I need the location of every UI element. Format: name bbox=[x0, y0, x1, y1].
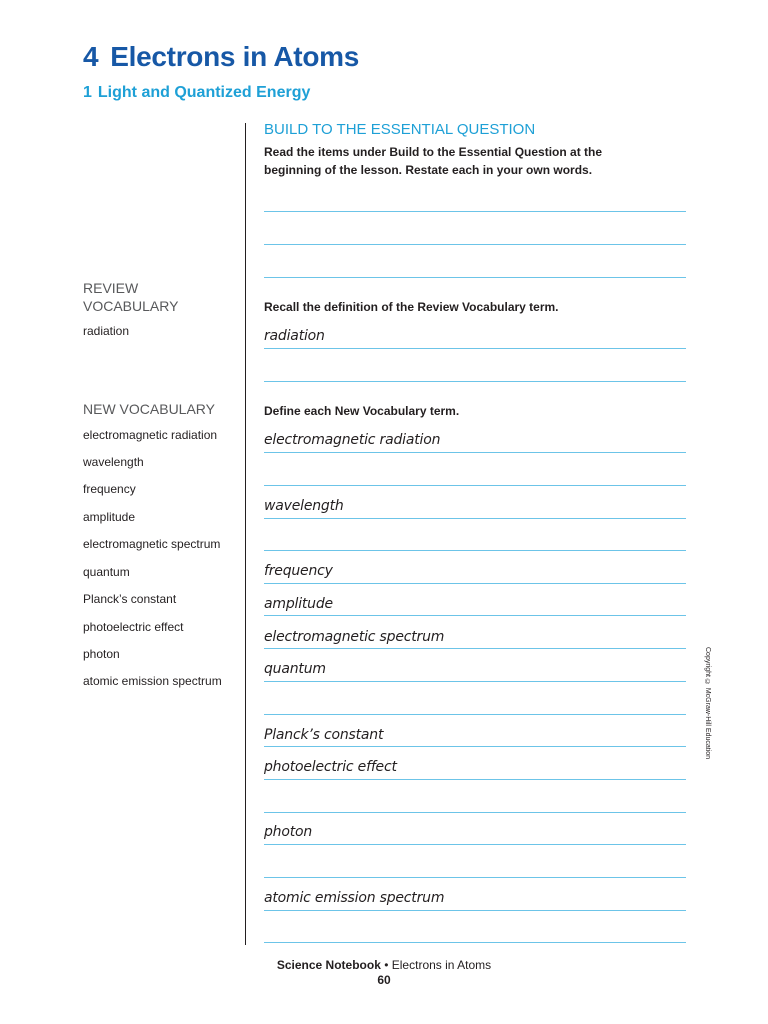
writing-line[interactable] bbox=[264, 615, 686, 616]
writing-line[interactable] bbox=[264, 844, 686, 845]
writing-line[interactable] bbox=[264, 244, 686, 245]
handwritten-answer: photoelectric effect bbox=[264, 759, 397, 775]
writing-line[interactable] bbox=[264, 648, 686, 649]
new-term: frequency bbox=[83, 482, 136, 496]
essential-question-heading: BUILD TO THE ESSENTIAL QUESTION bbox=[264, 121, 536, 138]
review-instruction: Recall the definition of the Review Vocabulary term. bbox=[264, 300, 559, 314]
essential-question-instruction bbox=[264, 143, 602, 179]
handwritten-answer: photon bbox=[264, 824, 313, 840]
handwritten-answer: Planck’s constant bbox=[264, 727, 384, 743]
writing-line[interactable] bbox=[264, 746, 686, 747]
chapter-title-text: Electrons in Atoms bbox=[110, 41, 360, 72]
review-term: radiation bbox=[83, 324, 130, 338]
writing-line[interactable] bbox=[264, 812, 686, 813]
new-term: photon bbox=[83, 647, 120, 661]
writing-line[interactable] bbox=[264, 277, 686, 278]
footer-chapter: Electrons in Atoms bbox=[391, 958, 492, 972]
writing-line[interactable] bbox=[264, 211, 686, 212]
handwritten-answer: frequency bbox=[264, 563, 333, 579]
new-term: quantum bbox=[83, 565, 130, 579]
new-term: Planck’s constant bbox=[83, 592, 177, 606]
lesson-title-text: Light and Quantized Energy bbox=[97, 84, 311, 101]
writing-line[interactable] bbox=[264, 550, 686, 551]
writing-line[interactable] bbox=[264, 942, 686, 943]
page-footer bbox=[0, 958, 768, 972]
copyright-notice: Copyright © McGraw-Hill Education bbox=[704, 647, 711, 760]
new-term: atomic emission spectrum bbox=[83, 674, 222, 688]
instruction-line1: Read the items under Build to the Essential Question at the bbox=[264, 145, 603, 159]
new-term: amplitude bbox=[83, 510, 136, 524]
footer-book: Science Notebook bbox=[276, 958, 381, 972]
writing-line[interactable] bbox=[264, 452, 686, 453]
handwritten-answer: amplitude bbox=[264, 596, 333, 612]
new-term: electromagnetic spectrum bbox=[83, 537, 221, 551]
review-heading-line1: REVIEW bbox=[83, 280, 139, 296]
handwritten-answer: electromagnetic spectrum bbox=[264, 629, 445, 645]
writing-line[interactable] bbox=[264, 381, 686, 382]
handwritten-answer: electromagnetic radiation bbox=[264, 432, 441, 448]
page-number: 60 bbox=[377, 973, 391, 987]
handwritten-answer: atomic emission spectrum bbox=[264, 890, 445, 906]
chapter-title bbox=[83, 41, 359, 73]
writing-line[interactable] bbox=[264, 779, 686, 780]
lesson-title bbox=[83, 84, 310, 102]
new-vocabulary-instruction: Define each New Vocabulary term. bbox=[264, 404, 460, 418]
column-divider bbox=[245, 123, 246, 945]
new-vocabulary-heading: NEW VOCABULARY bbox=[83, 401, 215, 417]
writing-line[interactable] bbox=[264, 583, 686, 584]
lesson-number: 1 bbox=[83, 84, 92, 101]
footer-separator: • bbox=[380, 958, 392, 972]
handwritten-answer: quantum bbox=[264, 661, 326, 677]
handwritten-answer: wavelength bbox=[264, 498, 344, 514]
writing-line[interactable] bbox=[264, 518, 686, 519]
review-heading-line2: VOCABULARY bbox=[83, 298, 179, 314]
chapter-number: 4 bbox=[83, 41, 99, 72]
new-term: photoelectric effect bbox=[83, 620, 184, 634]
writing-line[interactable] bbox=[264, 348, 686, 349]
new-term: electromagnetic radiation bbox=[83, 428, 218, 442]
writing-line[interactable] bbox=[264, 877, 686, 878]
handwritten-answer: radiation bbox=[264, 328, 325, 344]
writing-line[interactable] bbox=[264, 485, 686, 486]
writing-line[interactable] bbox=[264, 681, 686, 682]
instruction-line2: beginning of the lesson. Restate each in your own words. bbox=[264, 163, 593, 177]
writing-line[interactable] bbox=[264, 910, 686, 911]
review-vocabulary-heading bbox=[83, 279, 178, 315]
writing-line[interactable] bbox=[264, 714, 686, 715]
new-term: wavelength bbox=[83, 455, 144, 469]
